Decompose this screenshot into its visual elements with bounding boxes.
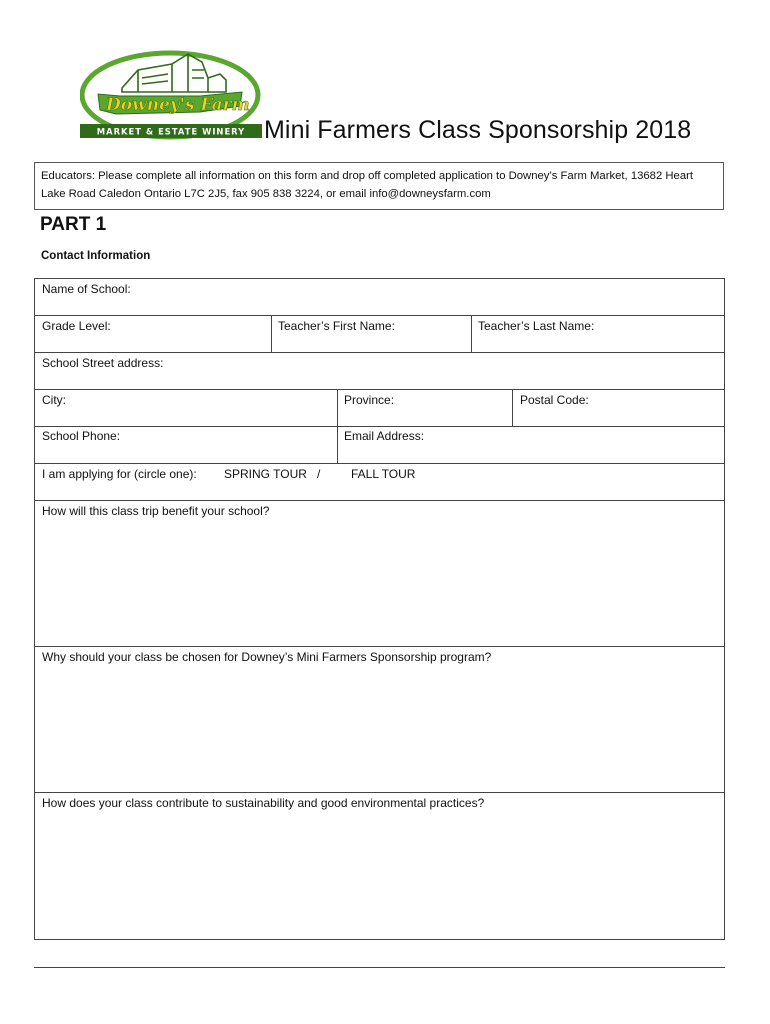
spring-tour-option[interactable]: SPRING TOUR bbox=[224, 467, 307, 481]
intro-line-2: Lake Road Caledon Ontario L7C 2J5, fax 905 838 3224, or email info@downeysfarm.com bbox=[41, 188, 491, 200]
col-divider bbox=[512, 389, 513, 426]
fall-tour-option[interactable]: FALL TOUR bbox=[351, 467, 416, 481]
school-name-field[interactable]: Name of School: bbox=[42, 282, 131, 296]
email-address-field[interactable]: Email Address: bbox=[344, 429, 425, 443]
city-field[interactable]: City: bbox=[42, 393, 66, 407]
tour-separator: / bbox=[317, 467, 321, 481]
logo-tagline-text: MARKET & ESTATE WINERY bbox=[96, 126, 246, 137]
contact-form bbox=[34, 278, 725, 940]
question-sustainability[interactable]: How does your class contribute to sustainability and good environmental practices? bbox=[42, 796, 485, 810]
footer-divider bbox=[34, 967, 725, 968]
part-heading: PART 1 bbox=[40, 214, 107, 235]
teacher-first-name-field[interactable]: Teacher’s First Name: bbox=[278, 319, 395, 333]
page-title: Mini Farmers Class Sponsorship 2018 bbox=[264, 116, 692, 144]
row-divider bbox=[35, 315, 724, 316]
grade-level-field[interactable]: Grade Level: bbox=[42, 319, 111, 333]
row-divider bbox=[35, 352, 724, 353]
row-divider bbox=[35, 389, 724, 390]
col-divider bbox=[471, 315, 472, 352]
row-divider bbox=[35, 426, 724, 427]
row-divider bbox=[35, 500, 724, 501]
intro-box bbox=[34, 162, 724, 210]
postal-code-field[interactable]: Postal Code: bbox=[520, 393, 589, 407]
question-benefit[interactable]: How will this class trip benefit your school? bbox=[42, 504, 270, 518]
row-divider bbox=[35, 646, 724, 647]
section-heading: Contact Information bbox=[41, 250, 151, 262]
question-why-chosen[interactable]: Why should your class be chosen for Downey’s Mini Farmers Sponsorship program? bbox=[42, 650, 492, 664]
row-divider bbox=[35, 463, 724, 464]
col-divider bbox=[271, 315, 272, 352]
province-field[interactable]: Province: bbox=[344, 393, 395, 407]
row-divider bbox=[35, 792, 724, 793]
downeys-farm-logo bbox=[80, 48, 262, 144]
applying-label: I am applying for (circle one): bbox=[42, 467, 197, 481]
teacher-last-name-field[interactable]: Teacher’s Last Name: bbox=[478, 319, 595, 333]
intro-line-1: Educators: Please complete all information on this form and drop off completed application to Downey’s Farm Market, 13682 Heart bbox=[41, 170, 693, 182]
logo-name-text: Downey's Farm bbox=[106, 95, 250, 115]
col-divider bbox=[337, 389, 338, 463]
school-phone-field[interactable]: School Phone: bbox=[42, 429, 121, 443]
street-address-field[interactable]: School Street address: bbox=[42, 356, 164, 370]
